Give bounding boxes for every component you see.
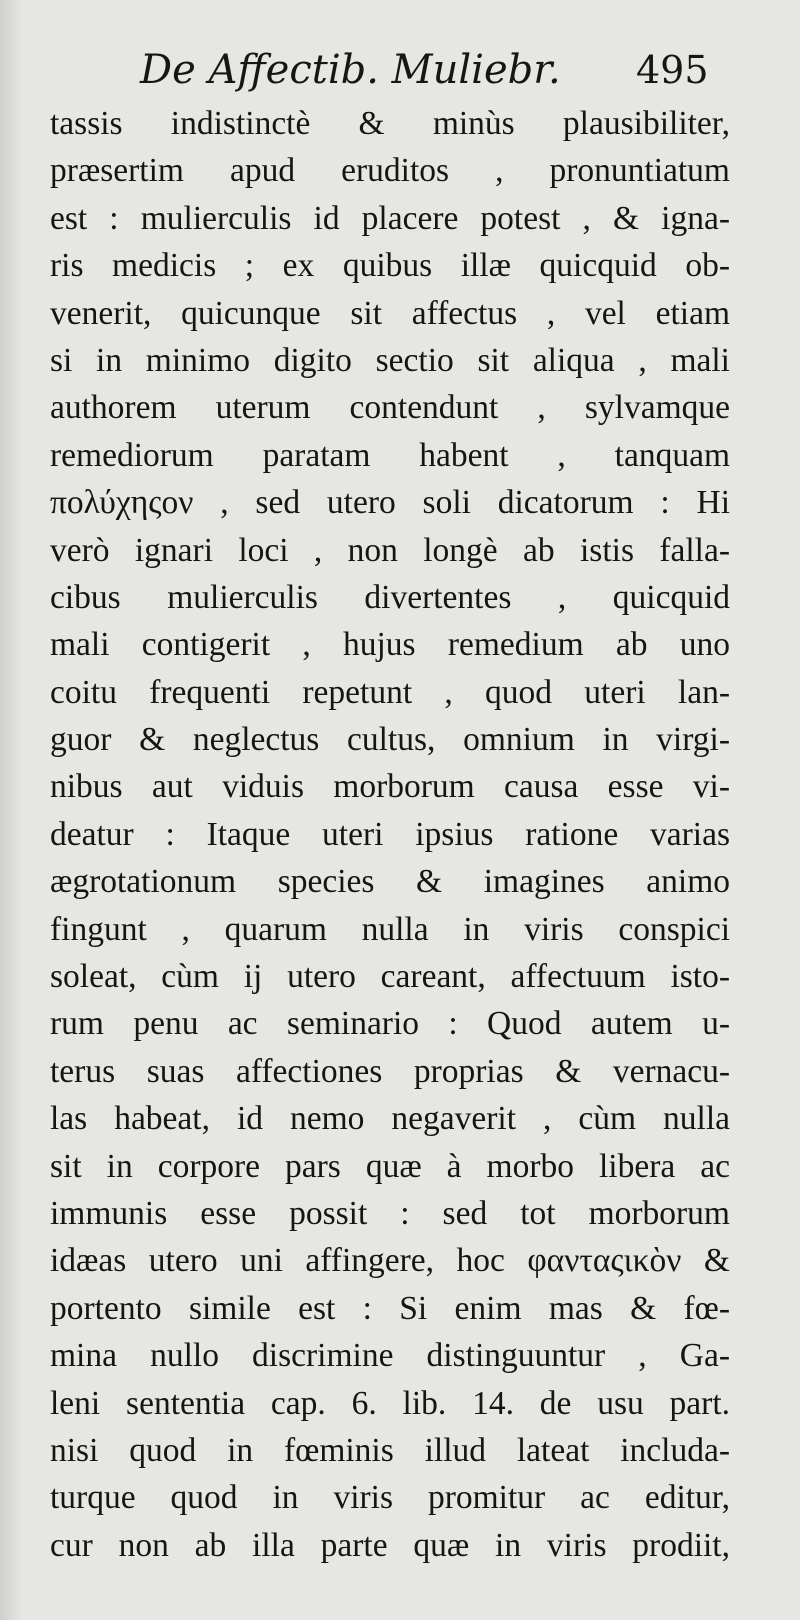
text-line: las habeat, id nemo negaverit , cùm nulla <box>50 1100 730 1138</box>
text-line: authorem uterum contendunt , sylvamque <box>50 389 730 427</box>
text-line: turque quod in viris promitur ac editur, <box>50 1479 730 1517</box>
text-line: portento simile est : Si enim mas & fœ- <box>50 1289 730 1327</box>
text-line: rum penu ac seminario : Quod autem u- <box>50 1005 730 1043</box>
text-line: nisi quod in fœminis illud lateat includa- <box>50 1431 730 1469</box>
text-line: ægrotationum species & imagines animo <box>50 863 730 901</box>
text-line: remediorum paratam habent , tanquam <box>50 436 730 474</box>
text-line: coitu frequenti repetunt , quod uteri lan- <box>50 673 730 711</box>
page-number: 495 <box>636 48 709 92</box>
text-line: si in minimo digito sectio sit aliqua , mali <box>50 341 730 379</box>
text-line: fingunt , quarum nulla in viris conspici <box>50 910 730 948</box>
text-line: terus suas affectiones proprias & vernacu- <box>50 1052 730 1090</box>
text-line: est : mulierculis id placere potest , & igna- <box>50 199 730 237</box>
text-line: soleat, cùm ij utero careant, affectuum isto- <box>50 958 730 996</box>
running-title: De Affectib. Muliebr. <box>140 47 561 93</box>
text-line: ris medicis ; ex quibus illæ quicquid ob- <box>50 247 730 285</box>
running-head <box>0 40 800 100</box>
text-line: cur non ab illa parte quæ in viris prodiit, <box>50 1526 730 1564</box>
text-line: deatur : Itaque uteri ipsius ratione varias <box>50 815 730 853</box>
text-line: venerit, quicunque sit affectus , vel etiam <box>50 294 730 332</box>
text-line: tassis indistinctè & minùs plausibiliter, <box>50 105 730 142</box>
text-line: nibus aut viduis morborum causa esse vi- <box>50 768 730 806</box>
text-line: sit in corpore pars quæ à morbo libera ac <box>50 1147 730 1185</box>
text-line: præsertim apud eruditos , pronuntiatum <box>50 152 730 190</box>
text-line: guor & neglectus cultus, omnium in virgi- <box>50 721 730 759</box>
text-line: cibus mulierculis divertentes , quicquid <box>50 578 730 616</box>
text-line: verò ignari loci , non longè ab istis falla- <box>50 531 730 569</box>
text-line: πολύχηςον , sed utero soli dicatorum : Hi <box>50 484 730 522</box>
text-line: idæas utero uni affingere, hoc φανταςικὸν & <box>50 1242 730 1280</box>
text-line: immunis esse possit : sed tot morborum <box>50 1194 730 1232</box>
text-line: mali contigerit , hujus remedium ab uno <box>50 626 730 664</box>
page-gutter-shadow <box>0 0 22 1620</box>
text-line: mina nullo discrimine distinguuntur , Ga- <box>50 1337 730 1375</box>
text-line: leni sententia cap. 6. lib. 14. de usu part. <box>50 1384 730 1422</box>
body-text <box>50 100 730 1569</box>
